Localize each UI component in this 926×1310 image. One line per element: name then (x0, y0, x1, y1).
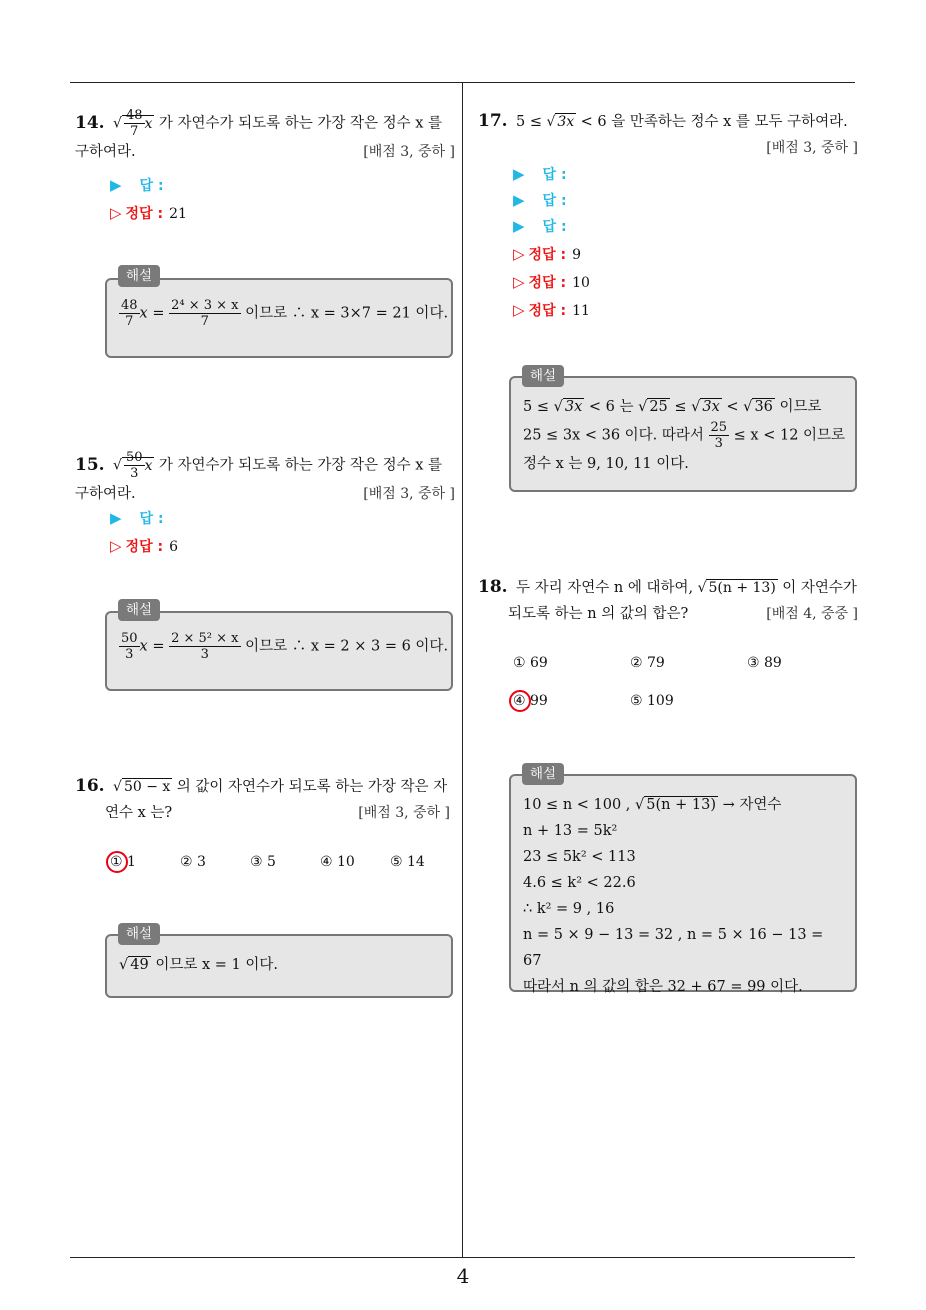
solution-tag: 해설 (118, 923, 160, 945)
correct-answer-line: ▷ 정답 : 21 (110, 204, 187, 222)
solution-box: 5 ≤ √ 3x < 6 는 √ 25 ≤ √ 3x < √ 36 이므로 25 ≤ 3x < 36 이다. 따라서 $\frac{25}{3}$ ≤ x < 12 이므로 정수 x 는 9, 10, 11 이다. (509, 376, 857, 492)
correct-answer-line-3: ▷ 정답 : 11 (513, 301, 590, 319)
solution-box: $\frac{50}{3}$ x = $\frac{\text{2 × 5² × x}}{3}$ 이므로 ∴ x = 2 × 3 = 6 이다. (105, 611, 453, 691)
page-number: 4 (456, 1264, 470, 1288)
question-text-cont: 구하여라. (75, 144, 136, 160)
choice-4[interactable]: ④ 10 (320, 854, 355, 870)
choice-1[interactable]: ① 1 (110, 854, 136, 870)
question-text: 이 자연수가 (782, 580, 857, 596)
radical: √ 5(n + 13) (697, 580, 776, 596)
solution-tag: 해설 (118, 599, 160, 621)
play-triangle-icon: ▶ (110, 176, 122, 194)
answer-line: ▶ 답 : (110, 176, 164, 194)
outline-triangle-icon: ▷ (513, 301, 525, 319)
radical: √ 50 − x (113, 779, 171, 795)
score-meta: [배점 3, 중하 ] (363, 486, 455, 502)
answer-line-3: ▶ 답 : (513, 217, 567, 235)
question-text: 가 자연수가 되도록 하는 가장 작은 정수 x 를 (158, 115, 443, 132)
question-number: 17. (478, 111, 508, 131)
question-text-cont: 구하여라. (75, 486, 136, 502)
answer-line: ▶ 답 : (110, 509, 164, 527)
question-14 (75, 108, 455, 165)
question-17: 17. 5 ≤ √ 3x < 6 을 만족하는 정수 x 를 모두 구하여라. [배점 3, 중하 ] (478, 108, 858, 161)
solution-box: $\frac{48}{7}$ x = $\frac{\text{2⁴ × 3 × x}}{7}$ 이므로 ∴ x = 3×7 = 21 이다. (105, 278, 453, 358)
solution-box: √ 49 이므로 x = 1 이다. (105, 934, 453, 998)
solution-box: 10 ≤ n < 100 , √ 5(n + 13) → 자연수 n + 13 = 5k² 23 ≤ 5k² < 113 4.6 ≤ k² < 22.6 ∴ k² = 9 , 16 n = 5 × 9 − 13 = 32 , n = 5 × 16 − 13 = 67 따라서 n 의 값의 합은 32 + 67 = 99 이다. (509, 774, 857, 992)
answer-line-2: ▶ 답 : (513, 191, 567, 209)
solution-tag: 해설 (522, 365, 564, 387)
question-text-cont: 되도록 하는 n 의 값의 합은? (508, 606, 689, 622)
choice-3[interactable]: ③ 89 (747, 655, 782, 671)
outline-triangle-icon: ▷ (110, 204, 122, 222)
question-text: 가 자연수가 되도록 하는 가장 작은 정수 x 를 (158, 457, 443, 474)
radical: √ 49 (119, 957, 149, 973)
question-text-cont: 연수 x 는? (105, 805, 173, 821)
outline-triangle-icon: ▷ (513, 273, 525, 291)
correct-answer-line-2: ▷ 정답 : 10 (513, 273, 590, 291)
question-number: 14. (75, 112, 105, 133)
choice-2[interactable]: ② 3 (180, 854, 206, 870)
correct-answer-line-1: ▷ 정답 : 9 (513, 245, 581, 263)
question-text: 의 값이 자연수가 되도록 하는 가장 작은 자 (176, 779, 448, 795)
correct-answer-line: ▷ 정답 : 6 (110, 537, 178, 555)
score-meta: [배점 4, 중중 ] (766, 606, 858, 622)
selected-answer-circle-icon (509, 690, 531, 712)
question-18: 18. 두 자리 자연수 n 에 대하여, √ 5(n + 13) 이 자연수가 되도록 하는 n 의 값의 합은? [배점 4, 중중 ] (478, 574, 858, 627)
selected-answer-circle-icon (106, 851, 128, 873)
question-number: 18. (478, 577, 508, 597)
outline-triangle-icon: ▷ (513, 245, 525, 263)
outline-triangle-icon: ▷ (110, 537, 122, 555)
answer-line-1: ▶ 답 : (513, 165, 567, 183)
solution-tag: 해설 (118, 265, 160, 287)
radical: √ $\frac{48}{7}$ x (113, 108, 153, 139)
radical: √ 3x (546, 114, 575, 130)
solution-tag: 해설 (522, 763, 564, 785)
score-meta: [배점 3, 중하 ] (766, 140, 858, 156)
choice-4[interactable]: ④ 99 (513, 693, 548, 709)
score-meta: [배점 3, 중하 ] (363, 144, 455, 160)
score-meta: [배점 3, 중하 ] (358, 805, 450, 821)
question-text: < 6 을 만족하는 정수 x 를 모두 구하여라. (580, 114, 848, 130)
play-triangle-icon: ▶ (513, 217, 525, 235)
play-triangle-icon: ▶ (513, 191, 525, 209)
question-16 (75, 773, 450, 826)
choice-5[interactable]: ⑤ 14 (390, 854, 425, 870)
choice-2[interactable]: ② 79 (630, 655, 665, 671)
question-number: 16. (75, 776, 105, 796)
bottom-rule (70, 1257, 855, 1258)
play-triangle-icon: ▶ (513, 165, 525, 183)
play-triangle-icon: ▶ (110, 509, 122, 527)
radical: √ $\frac{50}{3}$ x (113, 450, 153, 481)
choice-1[interactable]: ① 69 (513, 655, 548, 671)
question-number: 15. (75, 454, 105, 475)
column-divider (462, 82, 463, 1257)
question-15 (75, 450, 455, 507)
choice-5[interactable]: ⑤ 109 (630, 693, 674, 709)
choice-3[interactable]: ③ 5 (250, 854, 276, 870)
